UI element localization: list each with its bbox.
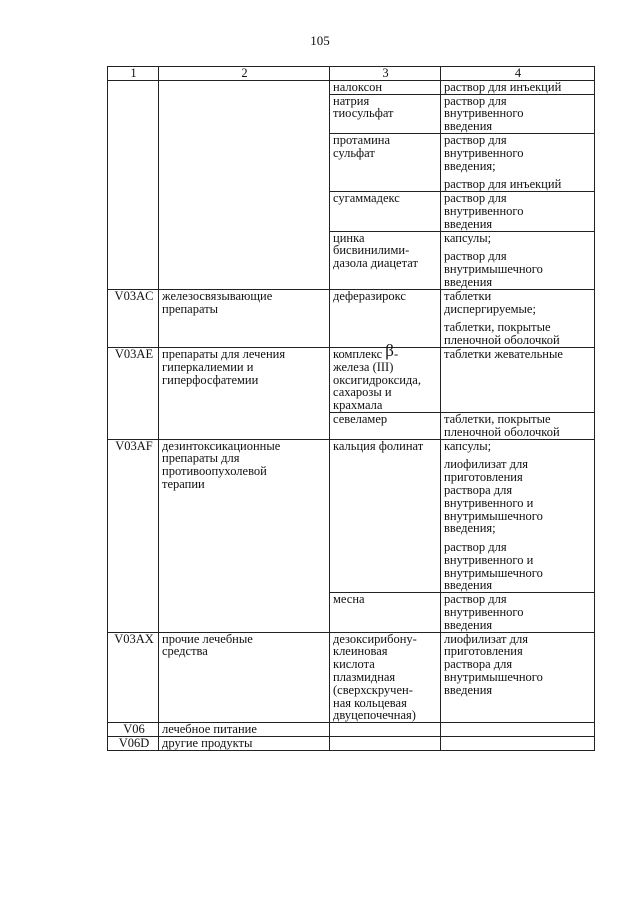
table-row [108,80,595,94]
substance-cell: дезоксирибону- клеиновая кислота плазмидная (сверхскручен- ная кольцевая двуцепочечная) [330,632,441,723]
beta-symbol: β [385,340,394,360]
atc-code: V03AC [108,289,159,347]
header-cell: 4 [441,67,595,81]
code-cell [108,80,159,289]
group-name-cell: дезинтоксикационные препараты для противоопухолевой терапии [159,439,330,632]
dosage-form: раствор для внутривенного и внутримышечного введения [444,540,543,593]
forms-cell [441,737,595,751]
dosage-form: раствор для внутримышечного введения [444,249,543,289]
header-cell: 2 [159,67,330,81]
forms-cell: раствор для внутривенного введения [441,192,595,231]
forms-cell: раствор для внутривенного введения [441,593,595,632]
table-row [108,347,595,412]
forms-cell [441,231,595,289]
substance-cell: налоксон [330,80,441,94]
forms-cell [441,133,595,191]
dosage-form: раствор для инъекций [444,79,562,94]
table-row [108,737,595,751]
dosage-form: лиофилизат для приготовления раствора для внутривенного и внутримышечного введения; [444,457,543,536]
group-name-cell: прочие лечебные средства [159,632,330,723]
forms-cell [441,289,595,347]
dosage-form: таблетки, покрытые пленочной оболочкой [444,320,560,348]
atc-code: V06D [108,737,159,751]
forms-cell [441,723,595,737]
group-name-cell: препараты для лечения гиперкалиемии и гиперфосфатемии [159,347,330,439]
atc-code: V03AE [108,347,159,439]
dosage-form: таблетки диспергируемые; [444,288,536,316]
substance-cell: сугаммадекс [330,192,441,231]
forms-cell [441,439,595,593]
table-row [108,289,595,347]
table-row [108,723,595,737]
forms-cell: таблетки, покрытые пленочной оболочкой [441,412,595,439]
group-name-cell: железосвязывающие препараты [159,289,330,347]
header-row [108,67,595,81]
substance-cell: комплекс β- железа (III) оксигидроксида, сахарозы и крахмала [330,347,441,412]
substance-prefix: комплекс [333,346,383,361]
table-row [108,439,595,593]
substance-cell: цинка бисвинилими- дазола диацетат [330,231,441,289]
forms-cell: лиофилизат для приготовления раствора для внутримышечного введения [441,632,595,723]
substance-cell: севеламер [330,412,441,439]
header-cell: 1 [108,67,159,81]
dosage-form: раствор для инъекций [444,177,562,192]
forms-cell [441,80,595,94]
substance-cell: натрия тиосульфат [330,94,441,133]
page-number: 105 [310,33,330,48]
substance-cell: кальция фолинат [330,439,441,593]
substance-cell: деферазирокс [330,289,441,347]
atc-code: V03AX [108,632,159,723]
dosage-form: раствор для внутривенного введения; [444,132,524,173]
dosage-form: капсулы; [444,230,492,245]
dosage-form: капсулы; [444,438,492,453]
header-cell: 3 [330,67,441,81]
substance-cell [330,737,441,751]
table-row [108,632,595,723]
group-name-cell: лечебное питание [159,723,330,737]
forms-cell: таблетки жевательные [441,347,595,412]
atc-code: V06 [108,723,159,737]
group-name-cell [159,80,330,289]
forms-cell: раствор для внутривенного введения [441,94,595,133]
group-name-cell: другие продукты [159,737,330,751]
substance-cell: протамина сульфат [330,133,441,191]
atc-code: V03AF [108,439,159,632]
medicines-table [107,66,595,751]
substance-cell: месна [330,593,441,632]
substance-cell [330,723,441,737]
